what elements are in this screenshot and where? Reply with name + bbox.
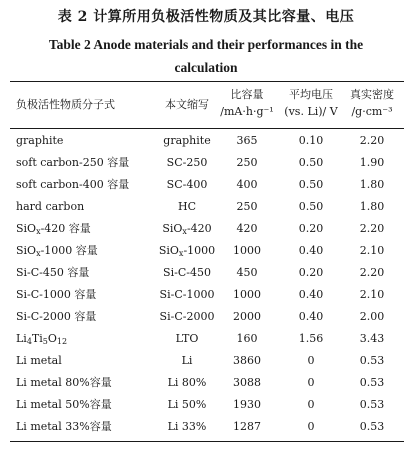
table-row xyxy=(10,240,404,262)
cell-abbreviation: Li 50% xyxy=(167,398,207,411)
cell-capacity: 3860 xyxy=(233,354,261,367)
cell-density: 2.10 xyxy=(359,244,385,257)
cell-density: 2.10 xyxy=(359,288,385,301)
cell-capacity: 1000 xyxy=(233,244,261,257)
cell-density: 3.43 xyxy=(359,332,385,345)
table-header-rule xyxy=(10,128,404,129)
cell-density: 1.80 xyxy=(359,200,385,213)
cell-voltage: 0.50 xyxy=(298,178,324,191)
cell-density: 2.20 xyxy=(359,266,385,279)
cell-voltage: 0.50 xyxy=(298,200,324,213)
header-density-unit: /g·cm⁻³ xyxy=(351,105,393,118)
cell-material: Si-C-450 容量 xyxy=(16,266,90,279)
cell-capacity: 1287 xyxy=(233,420,261,433)
table-row xyxy=(10,152,404,174)
cell-voltage: 1.56 xyxy=(298,332,324,345)
cell-capacity: 2000 xyxy=(233,310,261,323)
cell-abbreviation: SiO$_x$-1000 xyxy=(158,244,216,258)
cell-voltage: 0.20 xyxy=(298,266,324,279)
cell-abbreviation: Li 33% xyxy=(167,420,207,433)
table-caption-chinese: 表 2 计算所用负极活性物质及其比容量、电压 xyxy=(57,9,355,25)
cell-density: 2.20 xyxy=(359,222,385,235)
cell-density: 0.53 xyxy=(359,398,385,411)
cell-capacity: 365 xyxy=(236,134,258,147)
table-top-rule xyxy=(10,81,404,82)
cell-voltage: 0 xyxy=(307,420,315,433)
cell-abbreviation: graphite xyxy=(163,134,211,147)
cell-capacity: 250 xyxy=(236,200,258,213)
cell-capacity: 160 xyxy=(236,332,258,345)
cell-voltage: 0.40 xyxy=(298,244,324,257)
cell-material: hard carbon xyxy=(16,200,85,213)
cell-capacity: 420 xyxy=(236,222,258,235)
cell-material: Si-C-2000 容量 xyxy=(16,310,97,323)
cell-abbreviation: HC xyxy=(177,200,196,213)
table-body xyxy=(10,130,404,438)
cell-material: $Li_4Ti_5O_{12}$ xyxy=(16,332,68,346)
cell-density: 2.00 xyxy=(359,310,385,323)
cell-density: 0.53 xyxy=(359,354,385,367)
table-row xyxy=(10,174,404,196)
cell-density: 1.90 xyxy=(359,156,385,169)
cell-material: soft carbon-400 容量 xyxy=(16,178,130,191)
cell-voltage: 0.20 xyxy=(298,222,324,235)
cell-capacity: 250 xyxy=(236,156,258,169)
table-row xyxy=(10,372,404,394)
table-bottom-rule xyxy=(10,441,404,442)
table-row xyxy=(10,328,404,350)
cell-voltage: 0 xyxy=(307,398,315,411)
table-row xyxy=(10,350,404,372)
table-row xyxy=(10,262,404,284)
cell-abbreviation: Si-C-2000 xyxy=(159,310,215,323)
header-capacity-unit: /mA·h·g⁻¹ xyxy=(220,105,274,118)
header-voltage: 平均电压 xyxy=(289,88,333,101)
cell-material: SiO$_x$-1000 容量 xyxy=(16,244,98,258)
cell-abbreviation: SC-250 xyxy=(166,156,208,169)
table-row xyxy=(10,306,404,328)
cell-abbreviation: Li xyxy=(181,354,193,367)
cell-material: soft carbon-250 容量 xyxy=(16,156,130,169)
cell-density: 0.53 xyxy=(359,376,385,389)
cell-capacity: 1930 xyxy=(233,398,261,411)
cell-abbreviation: Si-C-450 xyxy=(163,266,211,279)
cell-voltage: 0.40 xyxy=(298,288,324,301)
cell-voltage: 0 xyxy=(307,376,315,389)
cell-density: 1.80 xyxy=(359,178,385,191)
caption-english-line2: calculation xyxy=(174,60,238,75)
cell-material: Si-C-1000 容量 xyxy=(16,288,97,301)
cell-voltage: 0.40 xyxy=(298,310,324,323)
cell-material: graphite xyxy=(16,134,64,147)
cell-material: Li metal 33%容量 xyxy=(16,420,112,433)
caption-english-line1: Table 2 Anode materials and their performances in the xyxy=(48,37,364,52)
header-abbreviation: 本文缩写 xyxy=(165,98,209,111)
cell-material: Li metal xyxy=(16,354,62,367)
table-row xyxy=(10,218,404,240)
table-row xyxy=(10,416,404,438)
cell-capacity: 450 xyxy=(236,266,258,279)
cell-abbreviation: Li 80% xyxy=(167,376,207,389)
cell-voltage: 0 xyxy=(307,354,315,367)
table-row xyxy=(10,196,404,218)
cell-voltage: 0.10 xyxy=(298,134,324,147)
cell-density: 2.20 xyxy=(359,134,385,147)
cell-abbreviation: LTO xyxy=(175,332,199,345)
cell-material: Li metal 50%容量 xyxy=(16,398,112,411)
table-header xyxy=(10,84,404,126)
cell-capacity: 1000 xyxy=(233,288,261,301)
header-capacity: 比容量 xyxy=(230,88,264,101)
header-density: 真实密度 xyxy=(350,88,394,101)
table-row xyxy=(10,284,404,306)
cell-density: 0.53 xyxy=(359,420,385,433)
cell-capacity: 3088 xyxy=(233,376,261,389)
cell-voltage: 0.50 xyxy=(298,156,324,169)
header-voltage-unit: (vs. Li)/ V xyxy=(284,105,338,118)
cell-abbreviation: Si-C-1000 xyxy=(159,288,215,301)
header-material: 负极活性物质分子式 xyxy=(16,98,115,111)
cell-abbreviation: SiO$_x$-420 xyxy=(162,222,212,236)
table-row xyxy=(10,394,404,416)
cell-material: Li metal 80%容量 xyxy=(16,376,112,389)
cell-capacity: 400 xyxy=(236,178,258,191)
cell-abbreviation: SC-400 xyxy=(166,178,208,191)
table-caption-english xyxy=(0,33,412,79)
cell-material: SiO$_x$-420 容量 xyxy=(16,222,91,236)
table-row xyxy=(10,130,404,152)
